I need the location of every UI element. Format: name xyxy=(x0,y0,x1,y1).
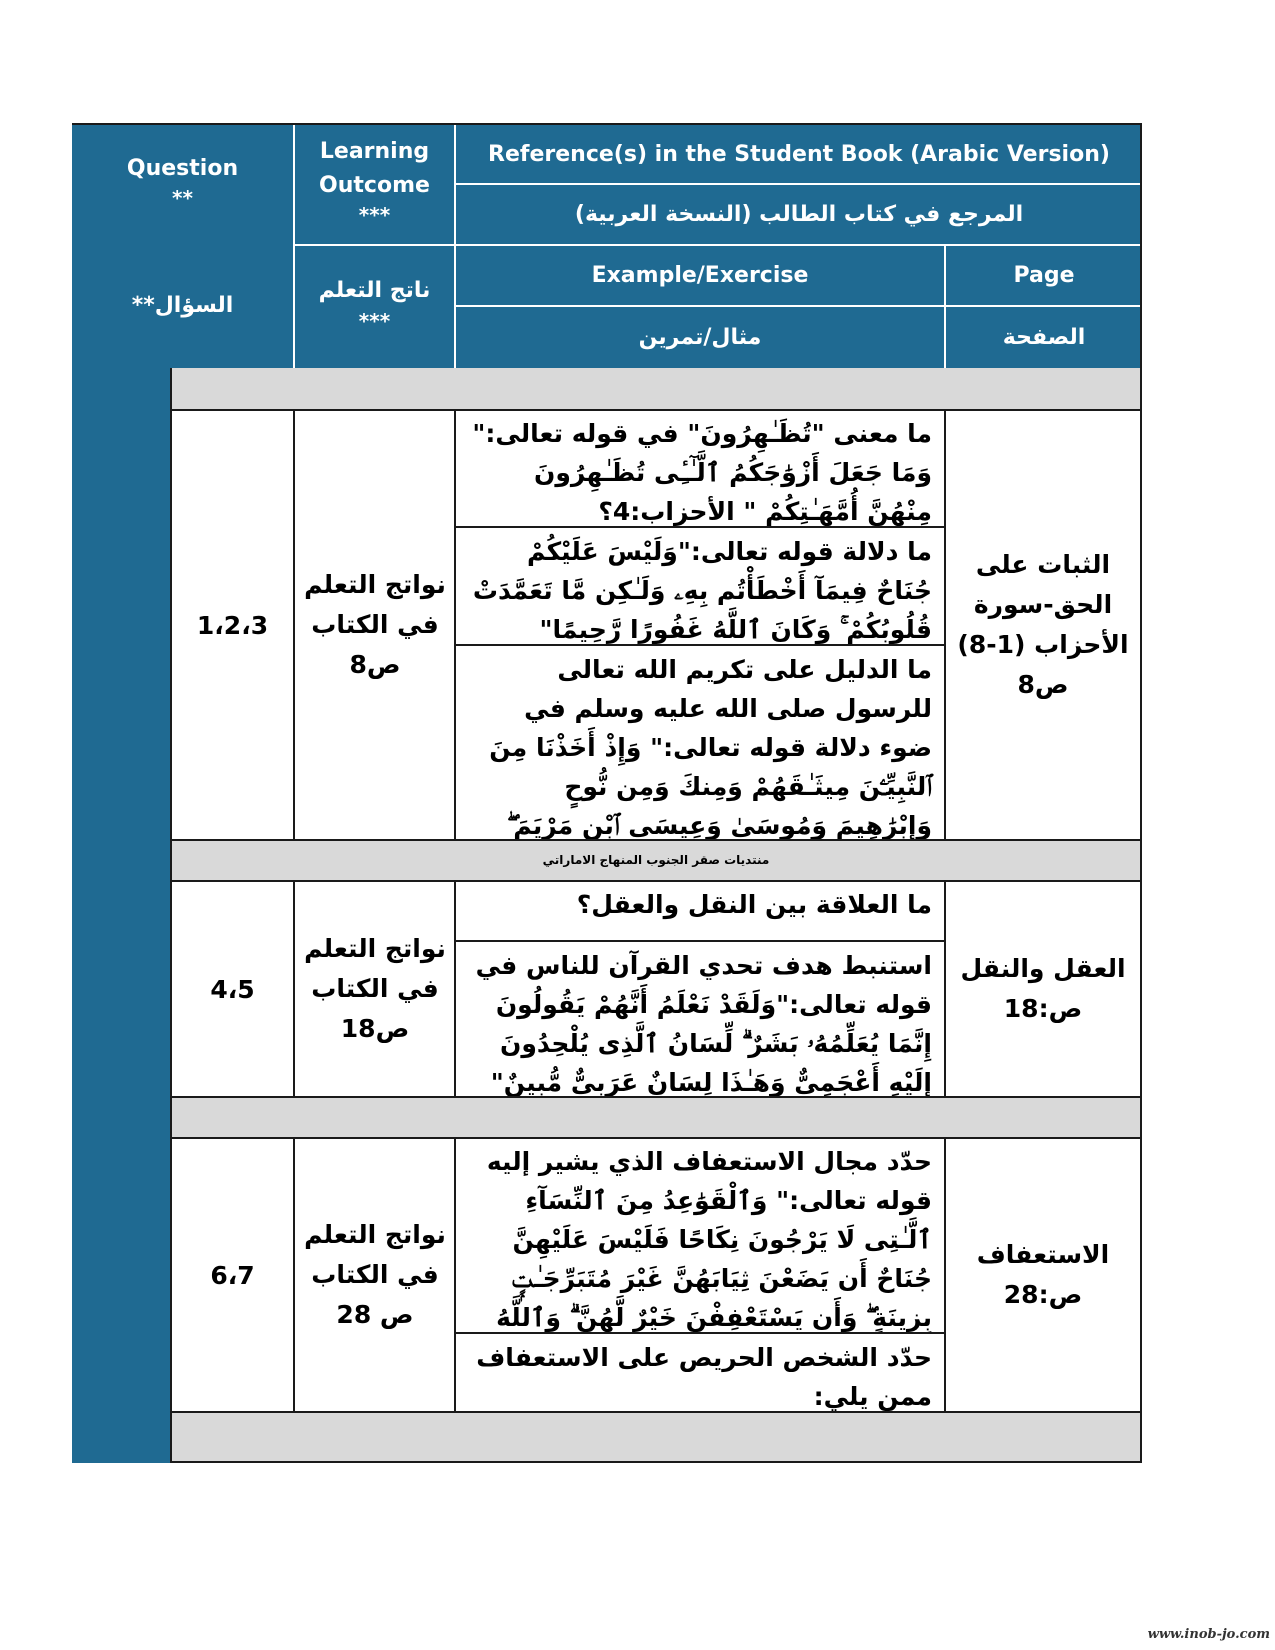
header-page-en: Page xyxy=(1013,263,1075,288)
row1-exercise-1: ما معنى "تُظَـٰهِرُونَ" في قوله تعالى:" وَمَا جَعَلَ أَزْوَٰجَكُمُ ٱلَّـٰٓـِٔى تُظَـٰهِرُونَ مِنْهُنَّ أُمَّهَـٰتِكُمْ " الأحزاب:4؟ xyxy=(472,419,932,526)
header-question-en: Question xyxy=(126,155,239,181)
header-outcome-en: Learning Outcome xyxy=(319,139,430,198)
left-margin-band xyxy=(72,368,170,1463)
separator-row xyxy=(170,1097,1142,1138)
header-outcome-stars-bottom: *** xyxy=(358,309,391,333)
row3-page: الاستعفاف ص:28 xyxy=(976,1240,1110,1309)
header-example-en: Example/Exercise xyxy=(591,263,809,288)
row3-exercise-1: حدّد مجال الاستعفاف الذي يشير إليه قوله تعالى:" وَٱلْقَوَٰعِدُ مِنَ ٱلنِّسَآءِ ٱلَّـٰتِى لَا يَرْجُونَ نِكَاحًا فَلَيْسَ عَلَيْهِنَّ جُنَاحٌ أَن يَضَعْنَ ثِيَابَهُنَّ غَيْرَ مُتَبَرِّجَـٰتٍۭ بِزِينَةٍ ۖ وَأَن يَسْتَعْفِفْنَ خَيْرٌ لَّهُنَّ ۗ وَٱللَّهُ xyxy=(486,1147,932,1332)
header-reference-ar: المرجع في كتاب الطالب (النسخة العربية) xyxy=(574,202,1024,227)
row1-outcome: نواتج التعلم في الكتاب ص8 xyxy=(304,570,446,679)
row1-page: الثبات على الحق-سورة الأحزاب (1-8) ص8 xyxy=(957,550,1129,699)
header-example-ar: مثال/تمرين xyxy=(638,325,762,350)
header-page-ar: الصفحة xyxy=(1002,325,1086,350)
row1-exercise-3: ما الدليل على تكريم الله تعالى للرسول صلى الله عليه وسلم في ضوء دلالة قوله تعالى:" وَإِذْ أَخَذْنَا مِنَ ٱلنَّبِيِّـۧنَ مِيثَـٰقَهُمْ وَمِنكَ وَمِن نُّوحٍ وَإِبْرَٰهِيمَ وَمُوسَىٰ وَعِيسَى ٱبْنِ مَرْيَمَ ۖ xyxy=(489,655,932,839)
row2-page: العقل والنقل ص:18 xyxy=(960,954,1126,1023)
header-outcome-ar: ناتج التعلم xyxy=(318,277,431,303)
row1-question-numbers: 1،2،3 xyxy=(196,610,269,640)
header-question-stars: ** xyxy=(172,186,193,210)
row3-question-numbers: 6،7 xyxy=(210,1260,255,1290)
separator-row xyxy=(170,368,1142,410)
row3-exercise-2: حدّد الشخص الحريص على الاستعفاف ممن يلي: xyxy=(476,1343,932,1411)
row2-exercise-2: استنبط هدف تحدي القرآن للناس في قوله تعالى:"وَلَقَدْ نَعْلَمُ أَنَّهُمْ يَقُولُونَ إِنَّمَا يُعَلِّمُهُۥ بَشَرٌ ۗ لِّسَانُ ٱلَّذِى يُلْحِدُونَ إِلَيْهِ أَعْجَمِىٌّ وَهَـٰذَا لِسَانٌ عَرَبِىٌّ مُّبِينٌ" xyxy=(475,951,932,1096)
header-question-ar: السؤال** xyxy=(131,292,234,318)
separator-forum-text: منتديات صقر الجنوب المنهاج الاماراتي xyxy=(542,853,770,867)
row1-exercise-2: ما دلالة قوله تعالى:"وَلَيْسَ عَلَيْكُمْ جُنَاحٌ فِيمَآ أَخْطَأْتُم بِهِۦ وَلَـٰكِن مَّا تَعَمَّدَتْ قُلُوبُكُمْ ۚ وَكَانَ ٱللَّهُ غَفُورًا رَّحِيمًا" xyxy=(472,537,932,644)
row2-outcome: نواتج التعلم في الكتاب ص18 xyxy=(304,934,446,1043)
footer-url: www.inob-jo.com xyxy=(1147,1627,1270,1642)
header-outcome-stars-top: *** xyxy=(358,203,391,227)
header-reference-en: Reference(s) in the Student Book (Arabic Version) xyxy=(488,141,1110,167)
row3-outcome: نواتج التعلم في الكتاب ص 28 xyxy=(304,1220,446,1329)
row2-question-numbers: 4،5 xyxy=(210,974,255,1004)
separator-row xyxy=(170,1412,1142,1463)
row2-exercise-1: ما العلاقة بين النقل والعقل؟ xyxy=(576,890,932,919)
